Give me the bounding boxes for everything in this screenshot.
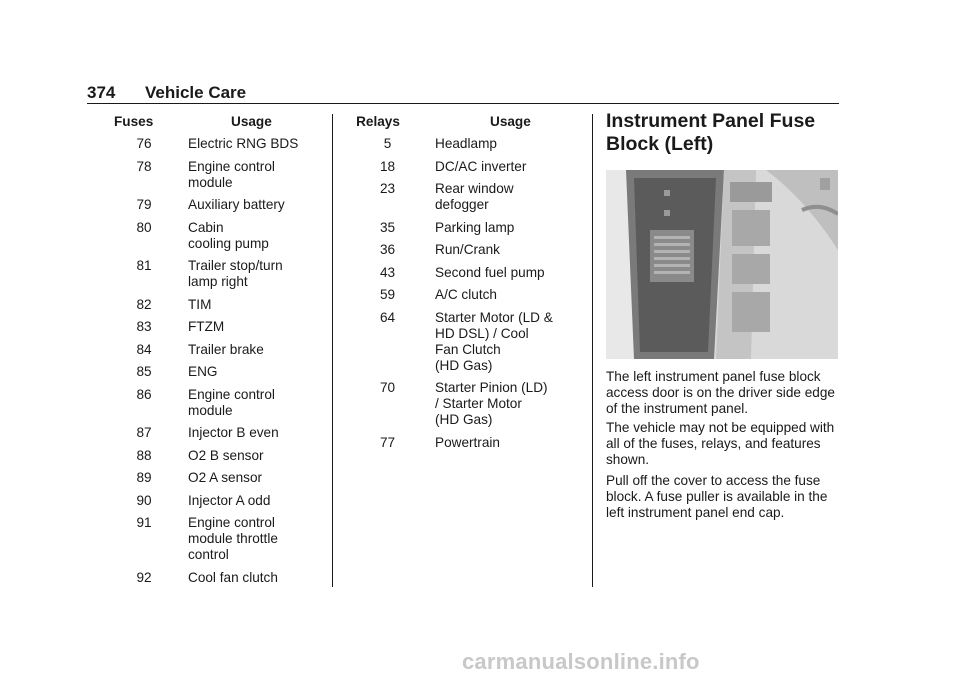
row-number: 64 — [379, 309, 396, 325]
row-usage: Rear window defogger — [435, 181, 514, 212]
relays-table-header — [340, 114, 590, 136]
table-row — [100, 197, 332, 213]
row-usage: Engine control module — [188, 386, 275, 418]
row-usage: ENG — [188, 364, 218, 379]
table-row — [340, 159, 590, 175]
row-number: 59 — [379, 287, 396, 302]
row-number: 89 — [136, 470, 152, 485]
table-row — [100, 570, 332, 586]
table-row — [100, 342, 332, 358]
row-number: 83 — [136, 319, 152, 334]
row-number: 92 — [136, 569, 152, 585]
table-row — [100, 136, 332, 152]
table-row — [100, 515, 332, 563]
table-row — [340, 242, 590, 258]
relays-column-header: Relays — [356, 114, 400, 129]
row-number: 90 — [136, 492, 152, 508]
fuses-table-header — [100, 114, 332, 136]
page-header — [87, 83, 839, 105]
row-usage: Cabin cooling pump — [188, 219, 269, 251]
row-usage: Injector B even — [188, 425, 279, 440]
instrument-panel-section — [606, 110, 840, 156]
row-number: 23 — [379, 181, 396, 196]
row-number: 36 — [379, 242, 396, 257]
table-row — [340, 220, 590, 236]
row-usage: O2 A sensor — [188, 470, 263, 485]
table-row — [100, 297, 332, 313]
fuses-table-body — [100, 136, 332, 586]
paragraph-equipment-note: The vehicle may not be equipped with all of the fuses, relays, and features shown. — [606, 420, 835, 467]
row-number: 43 — [379, 264, 396, 280]
row-usage: Electric RNG BDS — [188, 136, 299, 151]
row-number: 70 — [379, 380, 396, 395]
row-usage: O2 B sensor — [188, 447, 264, 463]
row-usage: Injector A odd — [188, 492, 271, 508]
row-number: 82 — [136, 296, 152, 312]
row-number: 91 — [136, 515, 152, 530]
row-usage: Engine control module throttle control — [188, 515, 278, 562]
row-number: 5 — [383, 136, 392, 151]
row-number: 85 — [136, 364, 152, 379]
row-number: 35 — [379, 219, 396, 235]
fuses-table — [100, 114, 332, 592]
row-number: 87 — [136, 425, 152, 440]
fuses-column-header: Fuses — [114, 114, 154, 129]
row-usage: Powertrain — [435, 434, 500, 450]
relays-table-body — [340, 136, 590, 451]
table-row — [100, 470, 332, 486]
table-row — [100, 387, 332, 419]
row-number: 84 — [136, 341, 152, 357]
row-number: 79 — [136, 197, 152, 212]
table-row — [340, 287, 590, 303]
row-number: 81 — [136, 258, 152, 273]
paragraph-access-instructions: Pull off the cover to access the fuse block. A fuse puller is available in the left instrument panel end cap. — [606, 473, 828, 520]
row-number: 76 — [136, 136, 152, 151]
table-row — [340, 136, 590, 152]
table-row — [340, 380, 590, 428]
column-divider — [332, 114, 333, 587]
fuse-block-illustration — [606, 170, 838, 359]
row-number: 86 — [136, 386, 152, 402]
header-rule — [87, 103, 839, 104]
page-number: 374 — [87, 83, 116, 102]
row-usage: Trailer brake — [188, 341, 264, 357]
row-usage: Run/Crank — [435, 242, 500, 257]
table-row — [100, 258, 332, 290]
table-row — [100, 220, 332, 252]
row-usage: Starter Pinion (LD) / Starter Motor (HD Gas) — [435, 380, 548, 427]
row-usage: A/C clutch — [435, 287, 497, 302]
row-usage: Parking lamp — [435, 219, 515, 235]
usage-column-header: Usage — [490, 114, 531, 129]
row-usage: Auxiliary battery — [188, 197, 285, 212]
row-number: 77 — [379, 434, 396, 450]
instrument-panel-heading: Instrument Panel Fuse Block (Left) — [606, 110, 816, 155]
table-row — [340, 265, 590, 281]
column-divider — [592, 114, 593, 587]
row-number: 80 — [136, 219, 152, 235]
usage-column-header: Usage — [231, 114, 272, 129]
section-title: Vehicle Care — [145, 83, 247, 102]
table-row — [100, 493, 332, 509]
row-usage: Trailer stop/turn lamp right — [188, 258, 283, 289]
row-usage: FTZM — [188, 319, 225, 334]
fuse-block-illustration-image — [606, 170, 838, 359]
relays-table — [340, 114, 590, 457]
table-row — [340, 181, 590, 213]
watermark-text: carmanualsonline.info — [462, 649, 700, 674]
row-number: 78 — [136, 158, 152, 174]
table-row — [100, 364, 332, 380]
table-row — [340, 310, 590, 374]
table-row — [100, 319, 332, 335]
row-usage: DC/AC inverter — [435, 158, 527, 174]
row-number: 18 — [379, 158, 396, 174]
row-usage: Starter Motor (LD & HD DSL) / Cool Fan Clutch (HD Gas) — [435, 309, 553, 373]
table-row — [340, 435, 590, 451]
row-usage: TIM — [188, 296, 212, 312]
table-row — [100, 448, 332, 464]
row-usage: Engine control module — [188, 158, 275, 190]
row-usage: Cool fan clutch — [188, 569, 278, 585]
table-row — [100, 159, 332, 191]
paragraph-fuse-block-location: The left instrument panel fuse block access door is on the driver side edge of the instrument panel. — [606, 369, 835, 416]
row-usage: Headlamp — [435, 136, 497, 151]
table-row — [100, 425, 332, 441]
row-number: 88 — [136, 447, 152, 463]
row-usage: Second fuel pump — [435, 264, 545, 280]
